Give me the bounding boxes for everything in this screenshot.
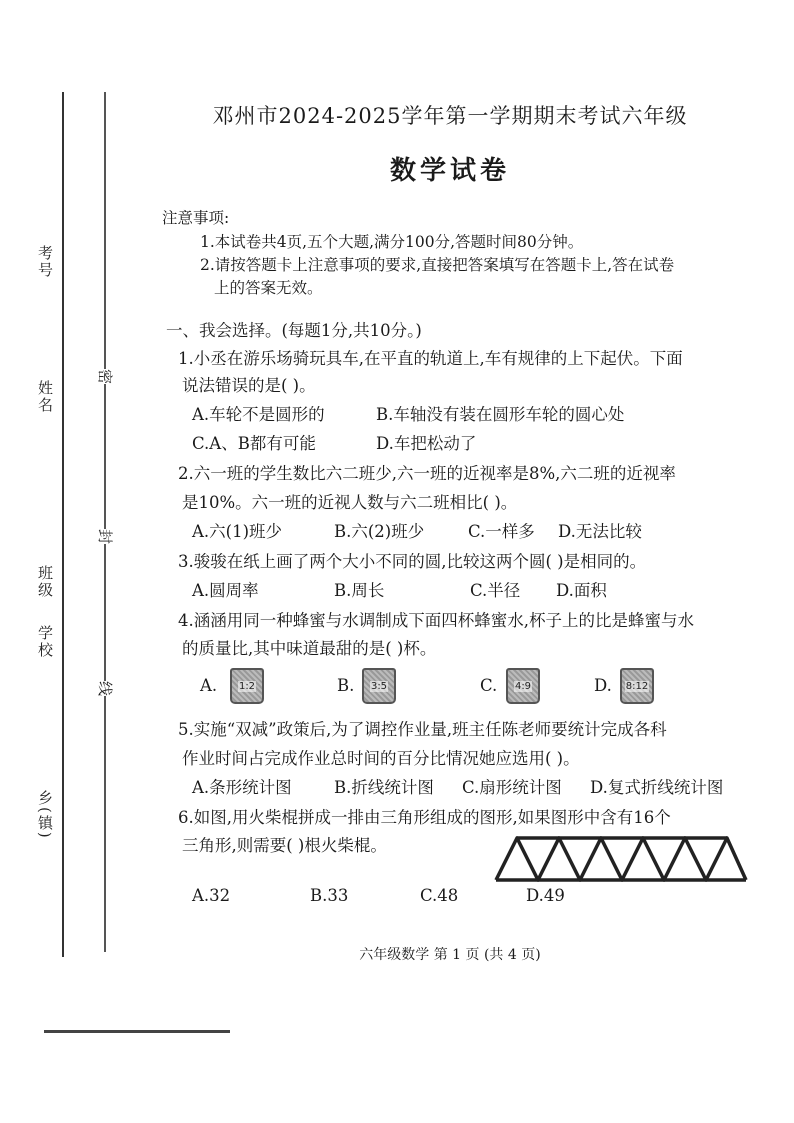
section1-heading: 一、我会选择。(每题1分,共10分。) xyxy=(166,321,422,340)
q1-option-c: C.A、B都有可能 xyxy=(192,434,316,453)
margin-feng-char: 封 xyxy=(96,528,115,545)
q2-option-d: D.无法比较 xyxy=(558,522,642,541)
matchstick-triangles-figure xyxy=(490,834,752,882)
bottom-rule xyxy=(44,1030,230,1033)
q2-option-a: A.六(1)班少 xyxy=(192,522,283,541)
q4-cup-c xyxy=(506,668,540,704)
q4-cup-a-ratio: 1:2 xyxy=(238,680,256,692)
margin-mi-char: 密 xyxy=(96,368,115,385)
q2-stem-line2: 是10%。六一班的近视人数与六二班相比( )。 xyxy=(182,493,518,512)
q4-stem-line1: 4.涵涵用同一种蜂蜜与水调制成下面四杯蜂蜜水,杯子上的比是蜂蜜与水 xyxy=(178,611,694,630)
q4-cup-d-ratio: 8:12 xyxy=(625,680,649,692)
q5-stem-line1: 5.实施“双减”政策后,为了调控作业量,班主任陈老师要统计完成各科 xyxy=(178,720,667,739)
q2-option-b: B.六(2)班少 xyxy=(334,522,425,541)
q4-stem-line2: 的质量比,其中味道最甜的是( )杯。 xyxy=(182,639,437,658)
q4-cup-a xyxy=(230,668,264,704)
q3-option-d: D.面积 xyxy=(556,581,607,600)
margin-banji-label: 班级 xyxy=(36,565,54,599)
margin-xian-char: 线 xyxy=(96,680,115,697)
q4-option-c: C. xyxy=(480,676,498,695)
q4-cup-b xyxy=(362,668,396,704)
q2-stem-line1: 2.六一班的学生数比六二班少,六一班的近视率是8%,六二班的近视率 xyxy=(178,464,676,483)
q6-option-b: B.33 xyxy=(310,886,349,905)
q2-option-c: C.一样多 xyxy=(468,522,535,541)
q6-option-d: D.49 xyxy=(526,886,565,905)
q4-option-a: A. xyxy=(200,676,218,695)
exam-subtitle: 数学试卷 xyxy=(389,156,510,186)
q6-stem-line1: 6.如图,用火柴棍拼成一排由三角形组成的图形,如果图形中含有16个 xyxy=(178,808,671,827)
q4-cup-c-ratio: 4:9 xyxy=(514,680,532,692)
exam-title: 邓州市2024-2025学年第一学期期末考试六年级 xyxy=(212,104,688,128)
q1-stem-line2: 说法错误的是( )。 xyxy=(182,376,316,395)
q3-option-a: A.圆周率 xyxy=(192,581,259,600)
notes-item-1: 1.本试卷共4页,五个大题,满分100分,答题时间80分钟。 xyxy=(200,233,584,251)
q4-option-b: B. xyxy=(337,676,355,695)
margin-line-right xyxy=(104,92,106,952)
q3-option-b: B.周长 xyxy=(334,581,385,600)
q4-cup-b-ratio: 3:5 xyxy=(370,680,388,692)
notes-item-2-line1: 2.请按答题卡上注意事项的要求,直接把答案填写在答题卡上,答在试卷 xyxy=(200,256,675,274)
q3-option-c: C.半径 xyxy=(470,581,521,600)
q4-cup-d xyxy=(620,668,654,704)
margin-xuexiao-label: 学校 xyxy=(36,625,54,659)
q5-option-c: C.扇形统计图 xyxy=(462,778,562,797)
q1-option-d: D.车把松动了 xyxy=(376,434,477,453)
q5-option-b: B.折线统计图 xyxy=(334,778,434,797)
q6-option-a: A.32 xyxy=(192,886,231,905)
q6-option-c: C.48 xyxy=(420,886,459,905)
q5-stem-line2: 作业时间占完成作业总时间的百分比情况她应选用( )。 xyxy=(182,749,580,768)
margin-xingming-label: 姓名 xyxy=(36,380,54,414)
margin-line-left xyxy=(62,92,64,957)
q5-option-d: D.复式折线统计图 xyxy=(590,778,724,797)
margin-xiangzhen-label: 乡(镇) xyxy=(36,790,54,840)
q1-option-a: A.车轮不是圆形的 xyxy=(192,405,325,424)
notes-item-2-line2: 上的答案无效。 xyxy=(214,279,323,297)
q3-stem: 3.骏骏在纸上画了两个大小不同的圆,比较这两个圆( )是相同的。 xyxy=(178,552,647,571)
margin-kaohao-label: 考号 xyxy=(36,245,54,279)
q1-option-b: B.车轴没有装在圆形车轮的圆心处 xyxy=(376,405,625,424)
page-footer: 六年级数学 第 1 页 (共 4 页) xyxy=(359,947,541,963)
notes-heading: 注意事项: xyxy=(162,209,230,227)
q4-option-d: D. xyxy=(594,676,612,695)
q6-stem-line2: 三角形,则需要( )根火柴棍。 xyxy=(182,836,387,855)
q5-option-a: A.条形统计图 xyxy=(192,778,292,797)
q1-stem-line1: 1.小丞在游乐场骑玩具车,在平直的轨道上,车有规律的上下起伏。下面 xyxy=(178,349,683,368)
